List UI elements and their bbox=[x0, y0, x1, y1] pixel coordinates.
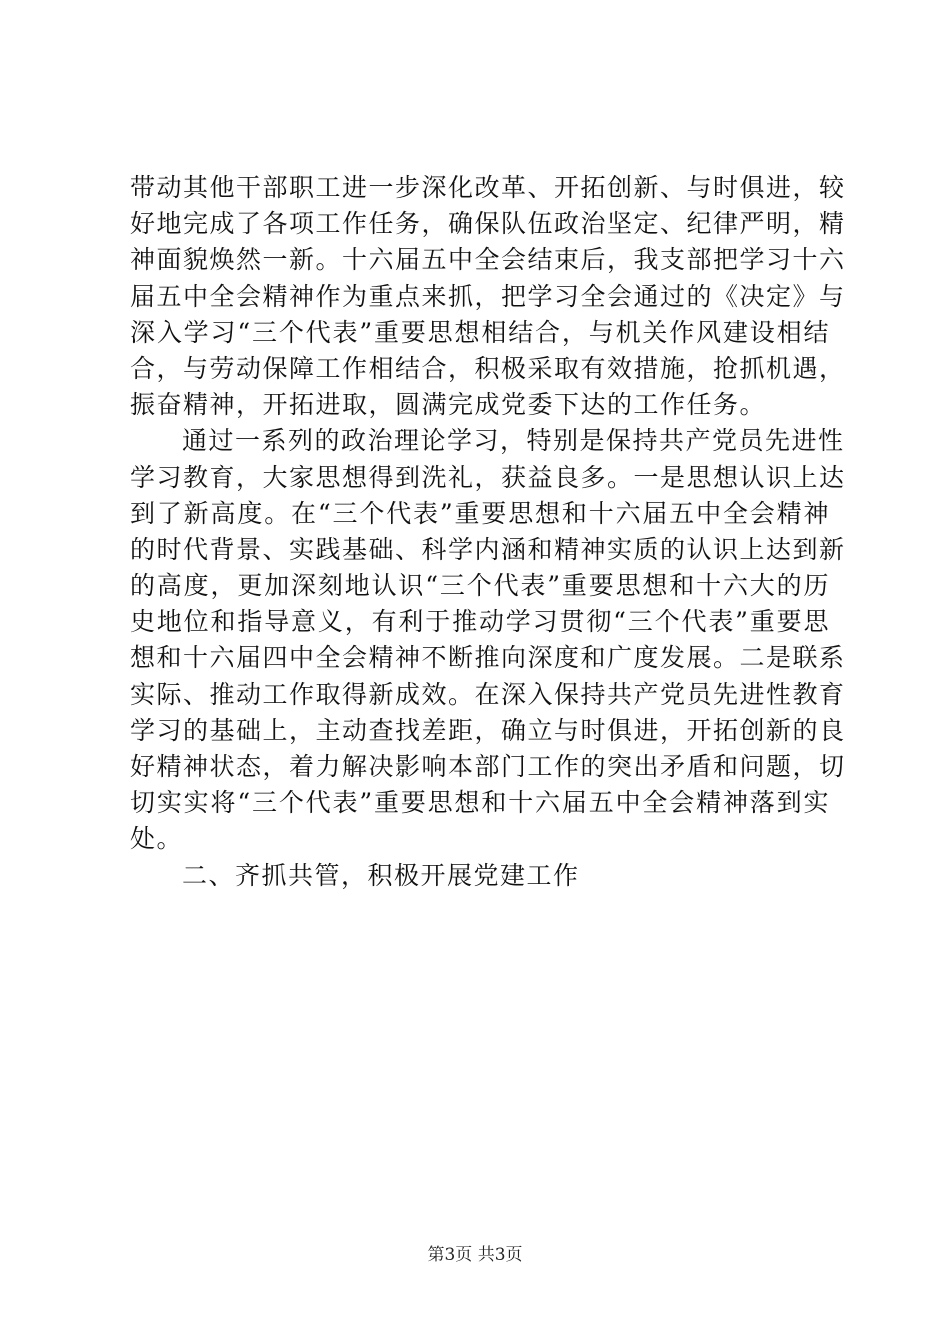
text-line: 的时代背景、实践基础、科学内涵和精神实质的认识上达到新 bbox=[130, 534, 846, 564]
text-line: 处。 bbox=[130, 824, 184, 854]
text-line: 好地完成了各项工作任务，确保队伍政治坚定、纪律严明，精 bbox=[130, 209, 846, 239]
text-line: 深入学习“三个代表”重要思想相结合，与机关作风建设相结 bbox=[130, 317, 830, 347]
text-line: 届五中全会精神作为重点来抓，把学习全会通过的《决定》与 bbox=[130, 281, 846, 311]
text-line: 好精神状态，着力解决影响本部门工作的突出矛盾和问题，切 bbox=[130, 752, 846, 781]
text-line: 史地位和指导意义，有利于推动学习贯彻“三个代表”重要思 bbox=[130, 607, 830, 637]
text-line: 学习的基础上，主动查找差距，确立与时俱进，开拓创新的良 bbox=[130, 715, 846, 745]
text-line: 到了新高度。在“三个代表”重要思想和十六届五中全会精神 bbox=[130, 498, 830, 528]
text-line: 实际、推动工作取得新成效。在深入保持共产党员先进性教育 bbox=[130, 679, 846, 709]
text-line: 带动其他干部职工进一步深化改革、开拓创新、与时俱进，较 bbox=[130, 173, 846, 202]
text-line: 学习教育，大家思想得到洗礼，获益良多。一是思想认识上达 bbox=[130, 462, 846, 492]
text-line: 想和十六届四中全会精神不断推向深度和广度发展。二是联系 bbox=[130, 643, 846, 673]
text-line: 通过一系列的政治理论学习，特别是保持共产党员先进性 bbox=[182, 426, 845, 456]
text-line: 切实实将“三个代表”重要思想和十六届五中全会精神落到实 bbox=[130, 788, 830, 818]
text-line: 神面貌焕然一新。十六届五中全会结束后，我支部把学习十六 bbox=[130, 245, 846, 275]
text-line: 二、齐抓共管，积极开展党建工作 bbox=[182, 860, 580, 890]
document-body bbox=[130, 170, 846, 894]
page-footer: 第3页 共3页 bbox=[427, 1245, 523, 1265]
text-line: 振奋精神，开拓进取，圆满完成党委下达的工作任务。 bbox=[130, 390, 767, 420]
text-line: 合，与劳动保障工作相结合，积极采取有效措施，抢抓机遇， bbox=[130, 353, 846, 383]
text-line: 的高度，更加深刻地认识“三个代表”重要思想和十六大的历 bbox=[130, 571, 830, 601]
